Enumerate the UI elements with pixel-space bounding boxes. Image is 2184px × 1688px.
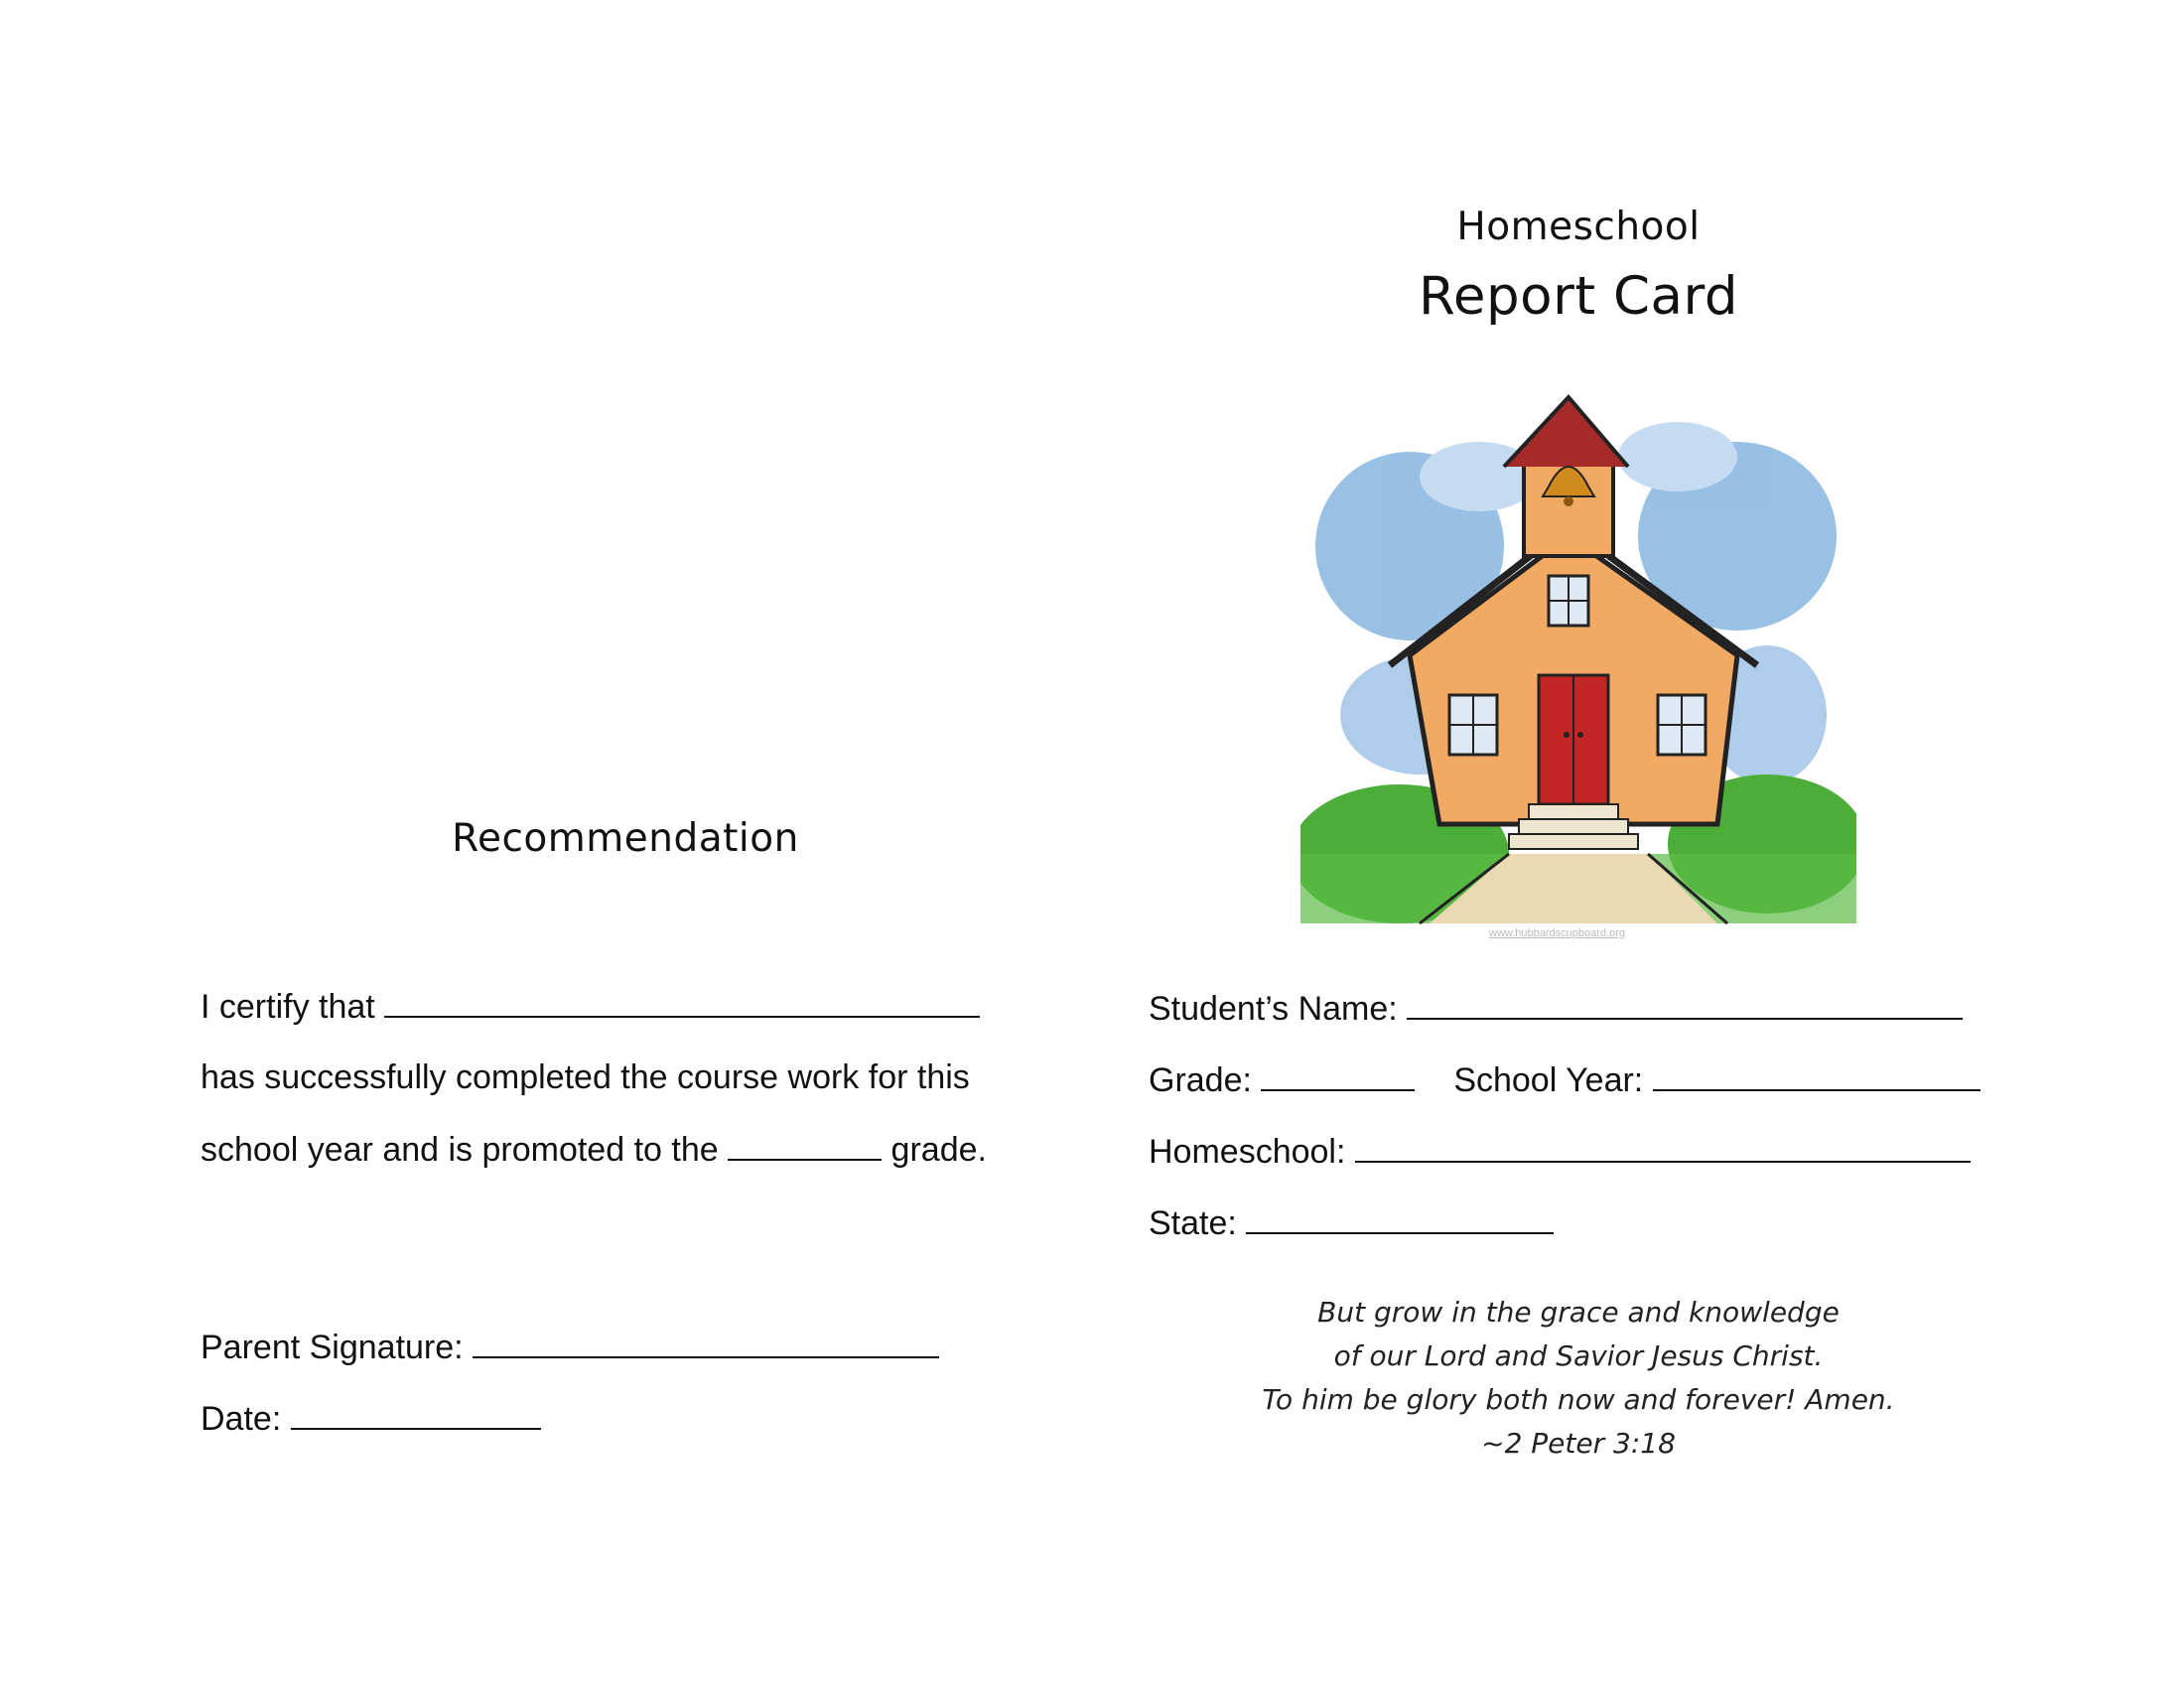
parent-signature-field[interactable]	[473, 1327, 939, 1358]
state-field[interactable]	[1246, 1202, 1554, 1234]
state-label: State:	[1149, 1204, 1237, 1242]
recommendation-heading: Recommendation	[452, 816, 799, 861]
parent-signature-label: Parent Signature:	[201, 1329, 464, 1366]
bible-verse	[1142, 1291, 2015, 1466]
grade-school-year-row	[1149, 1059, 1980, 1100]
promoted-grade-field[interactable]	[728, 1129, 882, 1161]
promotion-suffix: grade.	[890, 1131, 987, 1169]
completion-text: has successfully completed the course work for this	[201, 1058, 970, 1096]
image-watermark: www.hubbardscupboard.org	[1489, 927, 1625, 939]
student-name-label: Student’s Name:	[1149, 990, 1398, 1028]
grade-field[interactable]	[1261, 1059, 1415, 1091]
date-field[interactable]	[291, 1398, 541, 1430]
certify-row	[201, 986, 980, 1027]
date-label: Date:	[201, 1400, 282, 1438]
verse-line: But grow in the grace and knowledge	[1317, 1296, 1840, 1329]
title-homeschool: Homeschool	[1456, 205, 1701, 249]
state-row	[1149, 1202, 1554, 1243]
verse-reference: ~2 Peter 3:18	[1481, 1427, 1676, 1460]
school-year-field[interactable]	[1653, 1059, 1980, 1091]
certify-student-field[interactable]	[384, 986, 980, 1018]
student-name-row	[1149, 988, 1963, 1029]
school-year-label: School Year:	[1453, 1061, 1644, 1099]
promotion-text: school year and is promoted to the	[201, 1131, 719, 1169]
homeschool-row	[1149, 1131, 1971, 1172]
parent-signature-row	[201, 1327, 939, 1367]
promotion-row	[201, 1129, 987, 1170]
schoolhouse-illustration	[1300, 387, 1856, 943]
certify-label: I certify that	[201, 988, 375, 1026]
grade-label: Grade:	[1149, 1061, 1252, 1099]
verse-line: To him be glory both now and forever! Amen.	[1262, 1383, 1895, 1416]
verse-line: of our Lord and Savior Jesus Christ.	[1333, 1339, 1824, 1372]
student-name-field[interactable]	[1407, 988, 1963, 1020]
homeschool-label: Homeschool:	[1149, 1133, 1346, 1171]
completion-row	[201, 1057, 970, 1097]
title-report-card: Report Card	[1418, 266, 1739, 327]
date-row	[201, 1398, 541, 1439]
homeschool-field[interactable]	[1355, 1131, 1971, 1163]
